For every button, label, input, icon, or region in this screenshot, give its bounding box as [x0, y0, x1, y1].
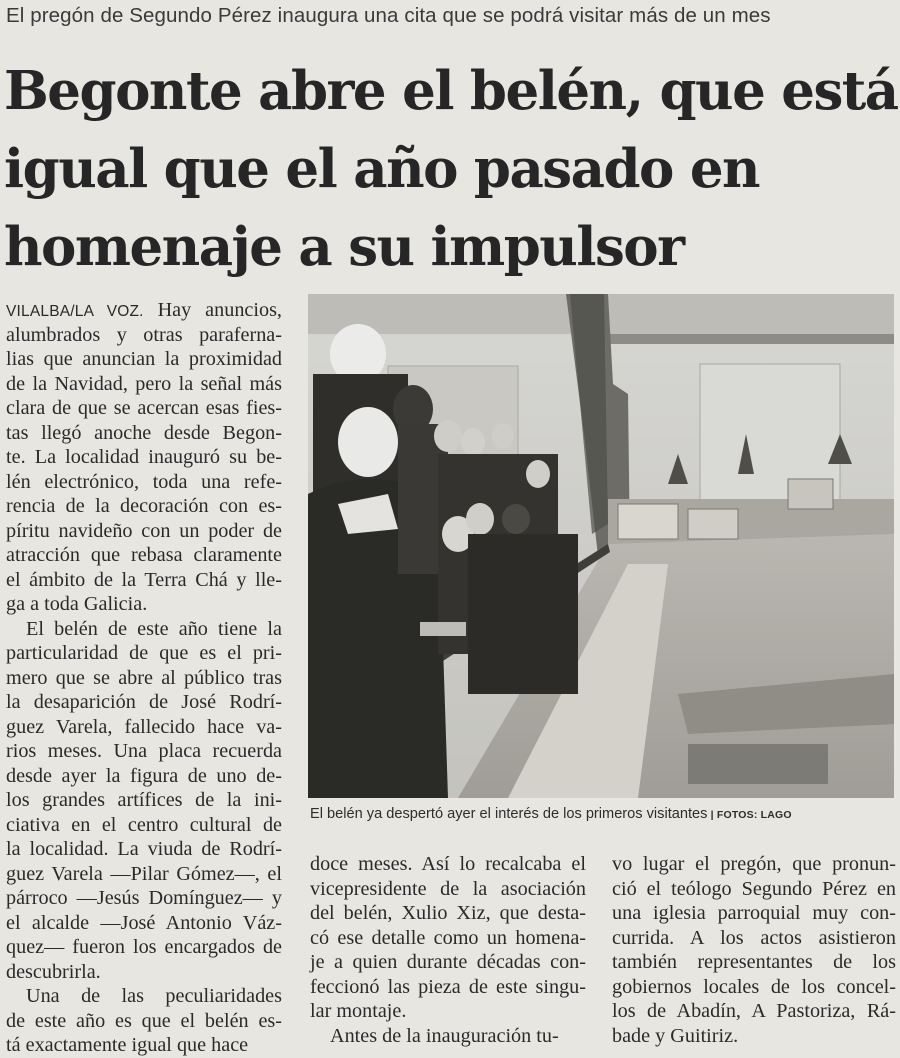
body-line: también representantes de los: [612, 951, 896, 973]
body-line: de la Navidad, pero la señal más: [6, 372, 282, 395]
caption-text: El belén ya despertó ayer el interés de los primeros visitantes: [310, 806, 708, 822]
body-line: bade y Guitiriz.: [612, 1024, 739, 1047]
photo-credit: | FOTOS: LAGO: [707, 809, 792, 821]
headline-line: igual que el año pasado en: [4, 138, 760, 200]
article-column-2: [310, 852, 586, 1048]
photo-caption: [310, 806, 896, 822]
body-line: rencia de la decoración con es-: [6, 495, 282, 517]
body-line: alumbrados y otras paraferna-: [6, 323, 282, 346]
body-line: el ámbito de la Terra Chá y lle-: [6, 568, 282, 591]
body-line: clara de que se acercan esas fies-: [6, 397, 282, 419]
body-line: desde ayer la figura de uno de-: [6, 764, 282, 787]
body-line: la localidad. La viuda de Rodrí-: [6, 838, 282, 860]
body-line: párroco —Jesús Domínguez— y: [6, 887, 282, 909]
body-line: te. La localidad inauguró su be-: [6, 446, 282, 468]
body-line: vicepresidente de la asociación: [310, 877, 586, 900]
body-line: mero que se abre al público tras: [6, 666, 282, 689]
body-line: lias que anuncian la proximidad: [6, 348, 282, 370]
col3-lines: [612, 852, 896, 1048]
body-line: ciativa en el centro cultural de: [6, 813, 282, 836]
body-line: tá exactamente igual que hace: [6, 1034, 249, 1056]
col2-lines: [310, 852, 586, 1048]
body-line: rios meses. Una placa recuerda: [6, 740, 282, 762]
body-line: guez Varela —Pilar Gómez—, el: [6, 862, 282, 885]
body-line: ga a toda Galicia.: [6, 593, 148, 615]
body-line: los grandes artífices de la ini-: [6, 789, 282, 811]
body-line: doce meses. Así lo recalcaba el: [310, 853, 586, 875]
body-line: descubrirla.: [6, 960, 101, 983]
body-line: la desaparición de José Rodrí-: [6, 691, 282, 713]
headline-line: Begonte abre el belén, que está: [4, 60, 898, 122]
body-line: vo lugar el pregón, que pronun-: [612, 853, 896, 875]
body-line: lar montaje.: [310, 1000, 407, 1022]
body-line: píritu navideño con un poder de: [6, 519, 282, 542]
body-line: particularidad de que es el pri-: [6, 642, 282, 664]
body-line: el alcalde —José Antonio Váz-: [6, 911, 282, 934]
body-line: los de Abadín, A Pastoriza, Rá-: [612, 1000, 896, 1022]
col1-lines: [6, 323, 282, 1058]
body-line: je a quien durante décadas con-: [310, 951, 586, 973]
body-text: Hay anuncios,: [143, 299, 282, 321]
body-line: ció el teólogo Segundo Pérez en: [612, 877, 896, 900]
body-line: de este año es que el belén es-: [6, 1009, 282, 1032]
headline-line: homenaje a su impulsor: [4, 216, 684, 278]
article-column-3: [612, 852, 896, 1048]
body-line: lén electrónico, toda una refe-: [6, 470, 282, 493]
body-line: có ese detalle como un homena-: [310, 926, 586, 949]
article-column-1: [6, 298, 282, 1058]
nativity-scene-image: [308, 294, 894, 798]
body-line: Una de las peculiaridades: [26, 985, 282, 1007]
body-line: currida. A los actos asistieron: [612, 926, 896, 949]
body-line: guez Varela, fallecido hace va-: [6, 715, 282, 738]
body-line: una iglesia parroquial muy con-: [612, 902, 896, 924]
body-line: quez— fueron los encargados de: [6, 936, 282, 958]
body-line: [6, 298, 282, 323]
dateline: VILALBA/LA VOZ.: [6, 303, 144, 320]
body-line: feccionó las pieza de este singu-: [310, 975, 586, 998]
body-line: Antes de la inauguración tu-: [330, 1024, 559, 1047]
body-line: El belén de este año tiene la: [26, 617, 282, 640]
nativity-photo: [308, 294, 894, 798]
kicker: El pregón de Segundo Pérez inaugura una cita que se podrá visitar más de un mes: [6, 4, 771, 27]
body-line: atracción que rebasa claramente: [6, 544, 282, 566]
body-line: gobiernos locales de los concel-: [612, 975, 896, 998]
headline: [4, 52, 896, 286]
body-line: del belén, Xulio Xiz, que desta-: [310, 902, 586, 924]
body-line: tas llegó anoche desde Begon-: [6, 421, 282, 444]
